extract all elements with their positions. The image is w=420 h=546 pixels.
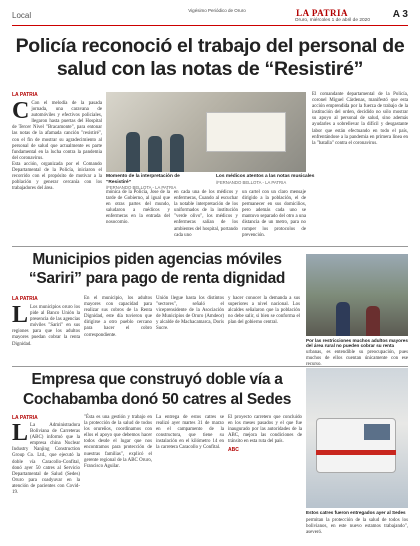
dropcap: L [12, 302, 29, 328]
headline-empresa: Empresa que construyó doble vía a Cochabamba donó 50 catres al Sedes [22, 371, 292, 408]
article1-col3: en cada una de los médicos y enfermeras, Cuando al escuchar la notable interpretación de los uniformados de la institución "verde olivo", los médicos y enfermeras salían de los ambientes del hospital, portando cada uno [174, 190, 238, 238]
article1-byline: LA PATRIA [12, 92, 38, 98]
caption-left [106, 174, 186, 192]
page-number: A 3 [392, 9, 408, 20]
officer-figure [170, 134, 184, 172]
ambulance-stripe [316, 450, 396, 455]
elderly-people-photo [306, 254, 408, 336]
caption-right-text: Los médicos atentos a las notas musicales [216, 174, 315, 179]
dropcap: C [12, 98, 30, 124]
headline-municipios: Municipios piden agencias móviles “Sariri” para pago de renta dignidad [28, 251, 286, 287]
page-header [12, 8, 408, 26]
section-label: Local [12, 11, 32, 20]
article3-col4-text: El proyecto carretero que concluido en los meses pasados y el que fue inaugurado por las autoridades de la ABC, mejora las condiciones de tránsito en esta ruta del país. [228, 415, 302, 445]
caption-right-credit: /FERNANDO BELLOTA - LA PATRIA [216, 179, 287, 185]
article2-col2: En el municipio, los adultos mayores con capacidad para realizar sus cobros de la Renta Dignidad, este día tuvieron que dirigirse a otro pueblo cercano para hacer el cobro correspondiente. [84, 296, 152, 338]
person-figure [336, 302, 350, 336]
caption-left-text: Momento de la interpretación de “Resistiré” [106, 174, 180, 185]
article2-byline: LA PATRIA [12, 296, 38, 302]
article3-byline: LA PATRIA [12, 415, 38, 421]
header-tagline: Vigésimo Periódico de Oruro [188, 8, 246, 13]
caption-left-credit: /FERNANDO BELLOTA - LA PATRIA [106, 185, 177, 190]
section-divider [12, 246, 408, 247]
article3-caption: Estos catres fueron entregados ayer al Sedes [306, 510, 406, 515]
caption-right [216, 174, 316, 186]
article3-col2: "Ésta es una gestión y trabajo en la protección de la salud de todos los orureños, coordinamos con ellos el apoyo que debemos hacer todos desde el lugar que nos encontramos para protección de nuestras familias", explicó el gerente regional de la ABC Oruro, Francisco Aguilar. [84, 415, 152, 469]
article3-col1 [12, 420, 80, 538]
headline-policia: Policía reconoció el trabajo del personal de salud con las notas de “Resistiré” [15, 35, 405, 80]
article1-col5: El comandante departamental de la Policía, coronel Miguel Cárdenas, manifestó que esta acción emprendida por la fuerza de trabajo de la institución del orden, decidido no sólo mostrar su apoyo al personal de salud, sino además ayudarles a sobrellevar la difícil y desgastante labor que están efectuando en todo el país, enfrentándose a la pandemia en primera línea en la "batalla" contra el coronavirus. [312, 92, 408, 146]
newspaper-brand: LA PATRIA [296, 8, 348, 18]
article3-col4 [228, 415, 302, 538]
article1-col2: mónica de la Policía, Jose de la tarde de Gobierno, al igual que en otras partes del mundo, saludaron a médicos y enfermeras en la entrada del nosocomio. [106, 190, 170, 226]
article2-col1-text: Los municipios oruro los pide al Banco Unión la presencia de las agencias móviles "Sariri" en sus regiones para que los adultos mayores puedan cobrar la renta Dignidad. [12, 305, 80, 347]
article1-col1 [12, 98, 102, 241]
article3-col5: permitan la protección de la salud de todos los bolivianos, en este nuevo estamos trabajando", aseveró. [306, 518, 408, 536]
sign-banner [206, 112, 286, 152]
dropcap: L [12, 420, 29, 446]
article2-caption: Por las restricciones muchos adultos mayores del área rural no pueden cobrar su renta [306, 338, 408, 349]
article1-col1b-text: Esta acción, organizada por el Comando Departamental de la Policía, iniciaron el recorrido con el propósito de motivar a la población y generar cercanía con los trabajadores del área. [12, 161, 102, 192]
article2-col3: Unión llegue hasta los distintos "sectores", señaló el viceprensidente de la Asociación de Municipios de Oruro (Amdeor) y alcalde de Machacamarca, Doris Sucre. [156, 296, 224, 332]
officer-figure [148, 136, 162, 172]
issue-date: Oruro, miércoles 1 de abril de 2020 [294, 18, 370, 23]
article2-col1 [12, 302, 80, 360]
article2-col5: urbanas, es entendible su preocupación, pues muchos de ellos cuentan únicamente con ese recurso. [306, 350, 408, 368]
article1-col1-text: Con el melodía de la pasada jornada, una caravana de automóviles y efectivos policiales, llegaron hasta puertas del Hospital de Tercer Nivel "Bracamonte", para entonar las notas de la afamada canción "resistiré", con el fin de mostrar su agradecimiento al personal de salud que actualmente es parte fundamental en la lucha contra la pandemia del coronavirus. [12, 101, 102, 161]
person-figure [366, 306, 380, 336]
article3-col1-text: La Administradora Boliviana de Carreteras (ABC) informó que la empresa china Nuclear Industry Nanjing Construction Group Co. Ltd., que ejecutó la doble vía Caracollo-Confital, donó ayer 50 catres al Servicio Departamental de Salud (Sedes) Oruro para coadyuvar en la atención de pacientes con Covid-19. [12, 423, 80, 496]
article3-col3: La entrega de estos catres se realizó ayer martes 31 de marzo en el campamento de la constructora, que tiene su instalación en el kilómetro 14 en la carretera Caracollo y Confital. [156, 415, 224, 451]
ambulance-photo [306, 368, 408, 508]
ambulance-window [364, 424, 390, 440]
police-caravan-photo [106, 92, 306, 172]
article1-col4: un cartel con un claro mensaje dirigido a la población, el de permanecer en sus domicilios, pero además cada uno se mantuvo separado del otro a una distancia de un metro, para no romper los protocolos de prevención. [242, 190, 306, 238]
section-divider [12, 366, 408, 367]
officer-figure [126, 132, 140, 172]
article2-col4: y hacer conocer la demanda a sus superiores a nivel nacional. Los alcaldes señalaron que la población no debe salir, si bien se conforma el plan del gobierno central. [228, 296, 300, 326]
article3-subhead: ABC [228, 447, 239, 454]
